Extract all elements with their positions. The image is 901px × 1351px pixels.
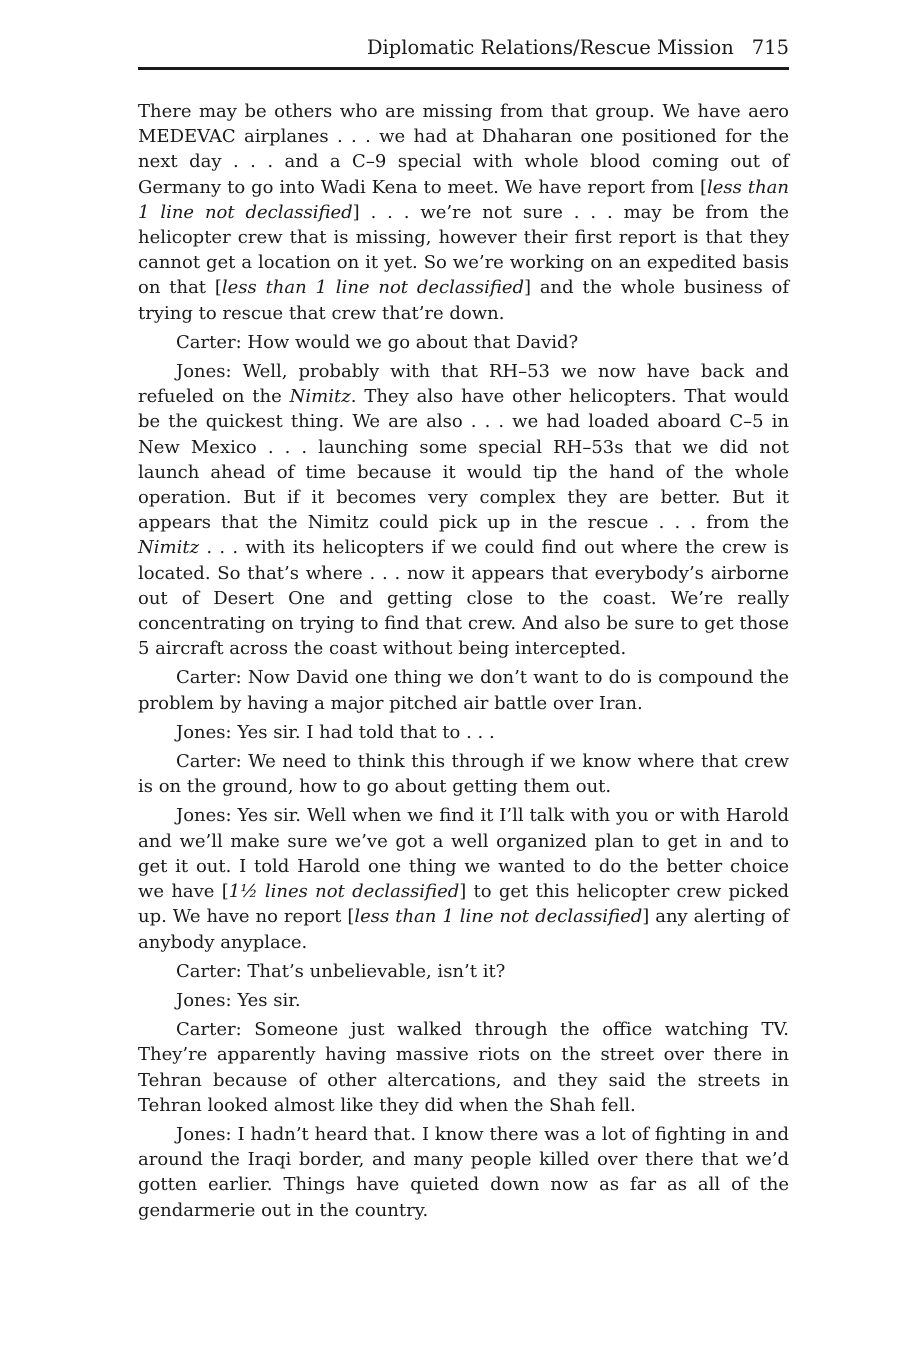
running-head [138,36,789,66]
redaction-note: less than 1 line not declassified [138,176,789,223]
text-run: ] and the whole business of trying to rescue that crew that’re down. [138,277,790,324]
paragraph [138,359,789,661]
text-run: Jones: Yes sir. I had told that to . . . [176,721,495,743]
text-run: Jones: I hadn’t heard that. I know there was a lot of fighting in and around the Iraqi border, and many people killed over there that we’d gotten earlier. Things have quieted down now as far as all of the gendarmerie out in the country. [138,1123,789,1221]
paragraph [138,1122,789,1223]
text-run: . . . with its helicopters if we could find out where the crew is located. So that’s where . . . now it appears that everybody’s airborne out of Desert One and getting close to the coast. We’re really concentrating on trying to find that crew. And also be sure to get those 5 aircraft across the coast without being intercepted. [138,537,789,660]
paragraph [138,99,789,326]
text-run: Carter: That’s unbelievable, isn’t it? [176,960,506,982]
running-head-title: Diplomatic Relations/Rescue Mission [366,36,734,59]
text-run: Carter: We need to think this through if we know where that crew is on the ground, how to go about getting them out. [138,751,789,798]
text-run: Jones: Well, probably with that RH–53 we now have back and refueled on the [138,361,789,408]
ship-name: Nimitz [289,386,351,408]
paragraph [138,665,789,715]
paragraph [138,988,789,1013]
text-run: . They also have other helicopters. That would be the quickest thing. We are also . . . we had loaded aboard C–5 in New Mexico . . . launching some special RH–53s that we did not launch ahead of time because it would tip the hand of the whole operation. But if it becomes very complex they are better. But it appears that the Nimitz could pick up in the rescue . . . from the [138,386,789,534]
body-text [138,99,789,1227]
text-run: There may be others who are missing from that group. We have aero MEDEVAC airplanes . . . we had at Dhaharan one positioned for the next day . . . and a C–9 special with whole blood coming out of Germany to go into Wadi Kena to meet. We have report from [ [138,101,789,198]
text-run: ] to get this helicopter crew picked up. We have no report [ [138,881,789,928]
paragraph [138,330,789,355]
text-run: ] . . . we’re not sure . . . may be from the helicopter crew that is missing, however their first report is that they cannot get a location on it yet. So we’re working on an expedited basis on that [ [138,201,789,299]
redaction-note: 1½ lines not declassified [228,881,460,903]
redaction-note: less than 1 line not declassified [354,906,643,928]
paragraph [138,1017,789,1118]
paragraph [138,803,789,954]
text-run: Jones: Yes sir. Well when we find it I’ll talk with you or with Harold and we’ll make sure we’ve got a well organized plan to get in and to get it out. I told Harold one thing we wanted to do the better choice we have [ [138,805,789,903]
redaction-note: less than 1 line not declassified [221,277,525,299]
paragraph [138,959,789,984]
text-run: Jones: Yes sir. [176,989,301,1011]
ship-name: Nimitz [138,537,200,559]
header-rule [138,67,789,70]
text-run: Carter: How would we go about that David? [176,331,579,353]
text-run: Carter: Now David one thing we don’t want to do is compound the problem by having a major pitched air battle over Iran. [138,667,789,714]
text-run: Carter: Someone just walked through the office watching TV. They’re apparently having massive riots on the street over there in Tehran because of other altercations, and they said the streets in Tehran looked almost like they did when the Shah fell. [138,1019,789,1116]
text-run: ] any alerting of anybody anyplace. [138,906,789,953]
paragraph [138,749,789,799]
page-number: 715 [751,36,789,59]
paragraph [138,720,789,745]
